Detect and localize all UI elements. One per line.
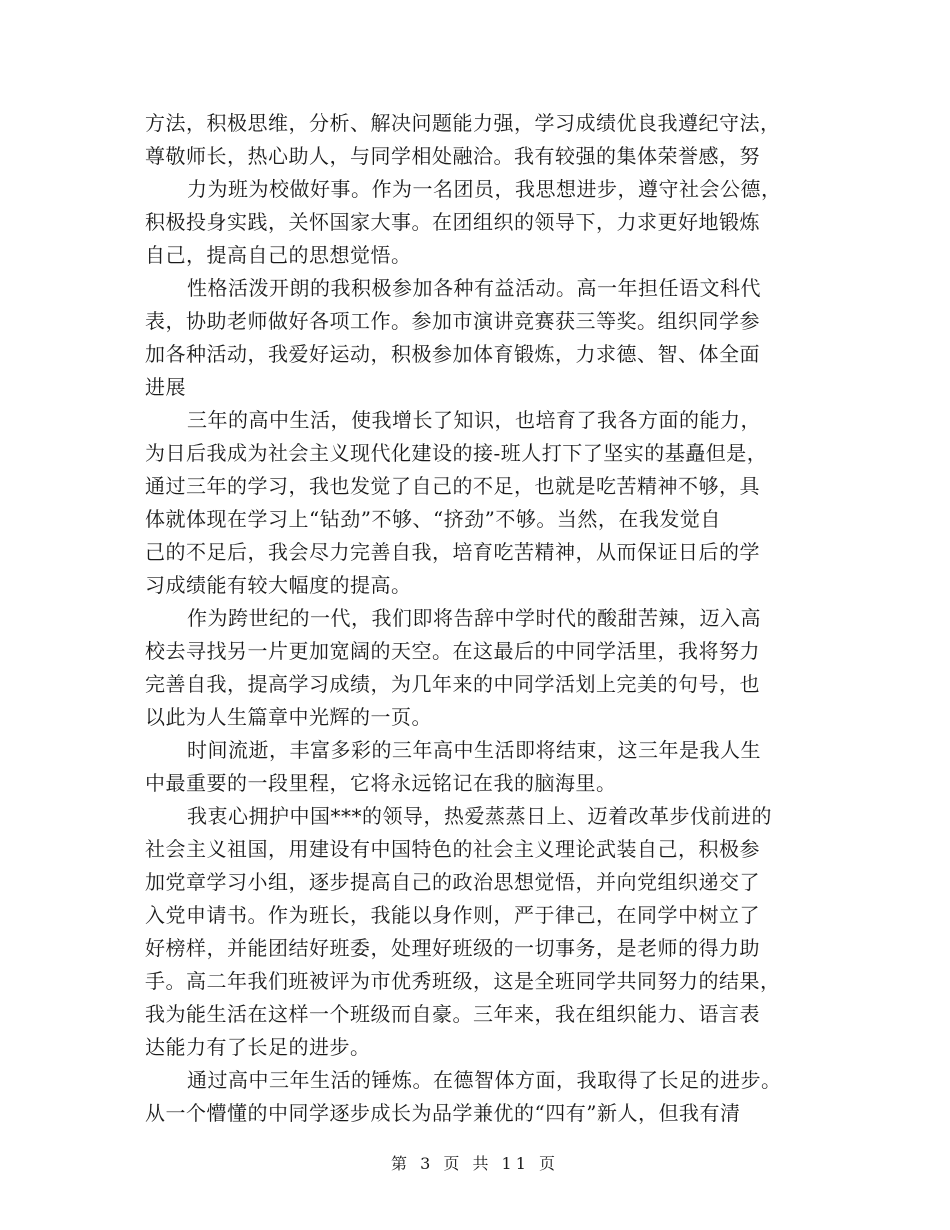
- text-line: 加各种活动，我爱好运动，积极参加体育锻炼，力求德、智、体全面: [145, 342, 760, 366]
- page-number: 第 3 页 共 11 页: [391, 1154, 559, 1173]
- text-line: 力为班为校做好事。作为一名团员，我思想进步，遵守社会公德，: [187, 177, 782, 201]
- text-line: 自己，提高自己的思想觉悟。: [145, 243, 412, 267]
- text-line: 入党申请书。作为班长，我能以身作则，严于律己，在同学中树立了: [145, 903, 760, 927]
- text-line: 习成绩能有较大幅度的提高。: [145, 573, 412, 597]
- text-line: 好榜样，并能团结好班委，处理好班级的一切事务，是老师的得力助: [145, 936, 760, 960]
- text-line: 积极投身实践，关怀国家大事。在团组织的领导下，力求更好地锻炼: [145, 210, 760, 234]
- text-line: 社会主义祖国，用建设有中国特色的社会主义理论武装自己，积极参: [145, 837, 760, 861]
- text-line: 完善自我，提高学习成绩，为几年来的中同学活划上完美的句号，也: [145, 672, 760, 696]
- text-line: 手。高二年我们班被评为市优秀班级，这是全班同学共同努力的结果，: [145, 969, 781, 993]
- text-line: 作为跨世纪的一代，我们即将告辞中学时代的酸甜苦辣，迈入高: [187, 606, 761, 630]
- text-line: 以此为人生篇章中光辉的一页。: [145, 705, 432, 729]
- text-line: 性格活泼开朗的我积极参加各种有益活动。高一年担任语文科代: [187, 276, 761, 300]
- text-line: 从一个懵懂的中同学逐步成长为品学兼优的“四有”新人，但我有清: [145, 1101, 741, 1125]
- text-line: 尊敬师长，热心助人，与同学相处融洽。我有较强的集体荣誉感，努: [145, 144, 760, 168]
- text-line: 三年的高中生活，使我增长了知识，也培育了我各方面的能力，: [187, 408, 761, 432]
- text-line: 我衷心拥护中国***的领导，热爱蒸蒸日上、迈着改革步伐前进的: [187, 804, 772, 828]
- text-line: 体就体现在学习上“钻劲”不够、“挤劲”不够。当然，在我发觉自: [145, 507, 721, 531]
- text-line: 方法，积极思维，分析、解决问题能力强，学习成绩优良我遵纪守法，: [145, 111, 781, 135]
- text-line: 表，协助老师做好各项工作。参加市演讲竞赛获三等奖。组织同学参: [145, 309, 760, 333]
- text-line: 通过高中三年生活的锤炼。在德智体方面，我取得了长足的进步。: [187, 1068, 782, 1092]
- text-line: 校去寻找另一片更加宽阔的天空。在这最后的中同学活里，我将努力: [145, 639, 760, 663]
- text-line: 达能力有了长足的进步。: [145, 1035, 371, 1059]
- text-line: 为日后我成为社会主义现代化建设的接-班人打下了坚实的基矗但是，: [145, 441, 768, 465]
- text-line: 进展: [145, 375, 186, 399]
- text-line: 中最重要的一段里程，它将永远铭记在我的脑海里。: [145, 771, 617, 795]
- text-line: 通过三年的学习，我也发觉了自己的不足，也就是吃苦精神不够，具: [145, 474, 760, 498]
- text-line: 加党章学习小组，逐步提高自己的政治思想觉悟，并向党组织递交了: [145, 870, 760, 894]
- text-line: 时间流逝，丰富多彩的三年高中生活即将结束，这三年是我人生: [187, 738, 761, 762]
- text-line: 我为能生活在这样一个班级而自豪。三年来，我在组织能力、语言表: [145, 1002, 760, 1026]
- text-line: 己的不足后，我会尽力完善自我，培育吃苦精神，从而保证日后的学: [145, 540, 760, 564]
